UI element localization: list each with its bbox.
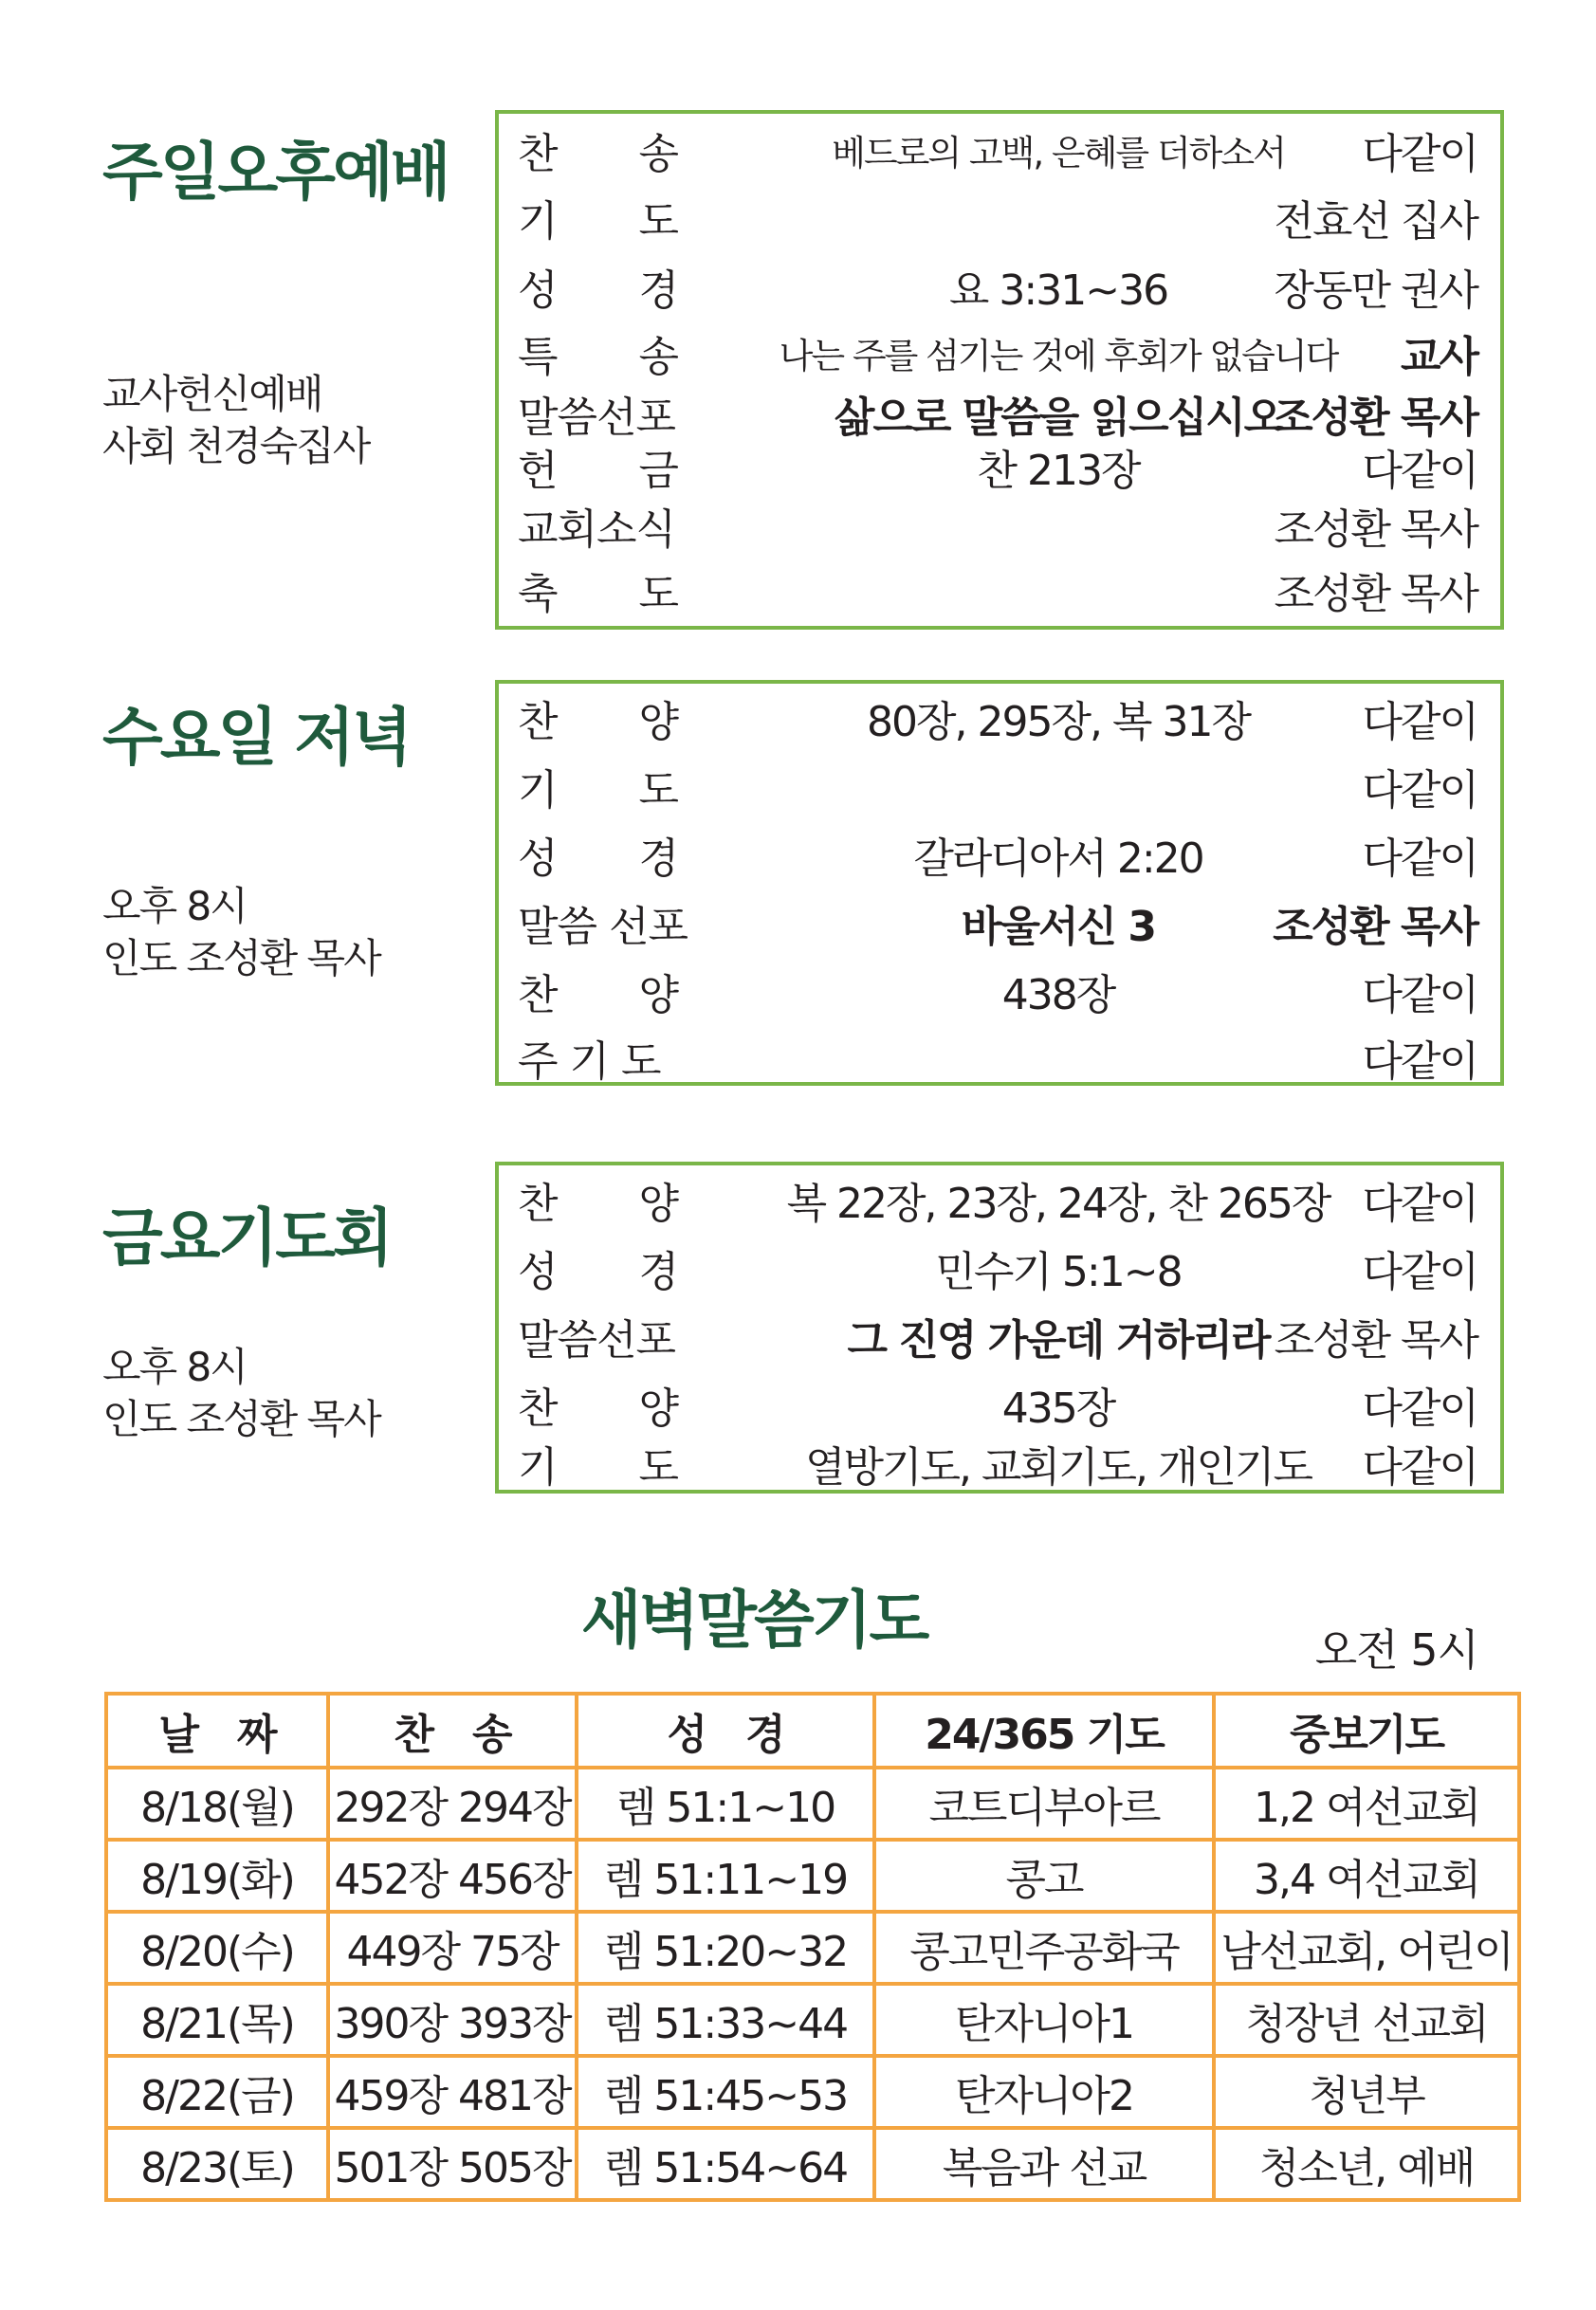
order-label: 찬 양 (518, 1384, 679, 1433)
order-content: 435장 (1001, 1384, 1115, 1433)
wednesday-row (499, 689, 1500, 746)
cell-intercession: 청년부 (1214, 2056, 1519, 2128)
cell-intercession: 1,2 여선교회 (1214, 1768, 1519, 1840)
cell-date: 8/19(화) (106, 1840, 328, 1912)
friday-row (499, 1171, 1500, 1228)
wednesday-row (499, 1029, 1500, 1086)
dawn-prayer-table (104, 1692, 1521, 2202)
header-intercession: 중보기도 (1214, 1694, 1519, 1768)
friday-prayer-info (102, 1341, 380, 1445)
cell-prayer-nation: 콩고민주공화국 (874, 1912, 1214, 1984)
order-label: 말씀선포 (518, 394, 676, 442)
order-label: 성 경 (518, 266, 679, 315)
sunday-worship-info (102, 368, 369, 472)
table-row (106, 1768, 1519, 1840)
sunday-row (499, 121, 1500, 178)
order-person: 조성환 목사 (1273, 394, 1477, 442)
cell-prayer-nation: 탄자니아2 (874, 2056, 1214, 2128)
sunday-row (499, 385, 1500, 442)
order-content: 바울서신 3 (962, 903, 1155, 951)
order-content: 베드로의 고백, 은혜를 더하소서 (832, 133, 1285, 174)
order-person: 다같이 (1362, 1384, 1477, 1433)
cell-hymn: 390장 393장 (328, 1984, 577, 2056)
order-person: 장동만 권사 (1274, 266, 1477, 315)
cell-intercession: 청소년, 예배 (1214, 2128, 1519, 2200)
friday-prayer-time: 오후 8시 (102, 1344, 247, 1390)
order-label: 말씀 선포 (518, 903, 688, 951)
header-prayer-nation: 24/365 기도 (874, 1694, 1214, 1768)
friday-order-box (495, 1162, 1504, 1494)
order-person: 다같이 (1362, 1443, 1477, 1492)
order-label: 찬 양 (518, 698, 679, 746)
table-row (106, 2128, 1519, 2200)
dawn-prayer-time: 오전 5시 (1314, 1624, 1478, 1676)
cell-hymn: 449장 75장 (328, 1912, 577, 1984)
wednesday-row (499, 894, 1500, 951)
order-label: 성 경 (518, 834, 679, 883)
sunday-row (499, 324, 1500, 381)
order-content: 민수기 5:1~8 (935, 1248, 1182, 1296)
table-row (106, 1912, 1519, 1984)
friday-row (499, 1239, 1500, 1296)
cell-date: 8/23(토) (106, 2128, 328, 2200)
cell-scripture: 렘 51:11~19 (577, 1840, 874, 1912)
friday-row (499, 1376, 1500, 1433)
sunday-order-box (495, 110, 1504, 630)
friday-row (499, 1308, 1500, 1365)
header-scripture: 성 경 (577, 1694, 874, 1768)
friday-row (499, 1435, 1500, 1492)
order-label: 찬 양 (518, 1180, 679, 1228)
cell-scripture: 렘 51:33~44 (577, 1984, 874, 2056)
friday-prayer-leader: 인도 조성환 목사 (102, 1396, 380, 1442)
order-person: 다같이 (1362, 1037, 1477, 1086)
wednesday-row (499, 758, 1500, 815)
table-header-row (106, 1694, 1519, 1768)
order-label: 찬 양 (518, 971, 679, 1019)
order-person: 조성환 목사 (1274, 1316, 1477, 1365)
order-person: 다같이 (1362, 971, 1477, 1019)
sunday-row (499, 497, 1500, 554)
sunday-row (499, 189, 1500, 246)
header-hymn: 찬 송 (328, 1694, 577, 1768)
order-content: 나는 주를 섬기는 것에 후회가 없습니다 (779, 336, 1338, 376)
order-person: 다같이 (1362, 766, 1477, 815)
cell-prayer-nation: 콩고 (874, 1840, 1214, 1912)
order-person: 조성환 목사 (1274, 505, 1477, 554)
wednesday-row (499, 962, 1500, 1019)
cell-intercession: 청장년 선교회 (1214, 1984, 1519, 2056)
order-label: 성 경 (518, 1248, 679, 1296)
cell-hymn: 292장 294장 (328, 1768, 577, 1840)
order-person: 다같이 (1362, 698, 1477, 746)
wednesday-service-time: 오후 8시 (102, 883, 247, 929)
order-label: 기 도 (518, 197, 679, 246)
cell-scripture: 렘 51:20~32 (577, 1912, 874, 1984)
order-person: 다같이 (1362, 834, 1477, 883)
cell-date: 8/20(수) (106, 1912, 328, 1984)
order-person: 다같이 (1362, 1248, 1477, 1296)
order-content: 요 3:31~36 (948, 266, 1168, 315)
order-label: 기 도 (518, 766, 679, 815)
order-content: 갈라디아서 2:20 (913, 834, 1203, 883)
cell-date: 8/18(월) (106, 1768, 328, 1840)
order-label: 교회소식 (518, 505, 676, 554)
order-label: 기 도 (518, 1443, 679, 1492)
wednesday-service-leader: 인도 조성환 목사 (102, 935, 380, 981)
sunday-row (499, 258, 1500, 315)
header-date: 날 짜 (106, 1694, 328, 1768)
order-person: 다같이 (1362, 447, 1477, 495)
order-person: 전효선 집사 (1274, 197, 1477, 246)
wednesday-service-info (102, 880, 380, 984)
dawn-prayer-title: 새벽말씀기도 (580, 1584, 927, 1657)
wednesday-order-box (495, 680, 1504, 1086)
order-label: 말씀선포 (518, 1316, 676, 1365)
order-label: 주 기 도 (518, 1037, 661, 1086)
order-label: 찬 송 (518, 130, 679, 178)
sunday-worship-title: 주일오후예배 (102, 136, 449, 209)
table-row (106, 1984, 1519, 2056)
order-content: 438장 (1001, 971, 1115, 1019)
sunday-worship-leader: 사회 천경숙집사 (102, 423, 370, 469)
order-label: 축 도 (518, 570, 679, 618)
order-person: 교사 (1400, 333, 1477, 381)
cell-intercession: 3,4 여선교회 (1214, 1840, 1519, 1912)
sunday-row (499, 438, 1500, 495)
order-content: 찬 213장 (977, 447, 1140, 495)
cell-date: 8/22(금) (106, 2056, 328, 2128)
cell-scripture: 렘 51:1~10 (577, 1768, 874, 1840)
cell-prayer-nation: 탄자니아1 (874, 1984, 1214, 2056)
order-content: 삶으로 말씀을 읽으십시오 (834, 394, 1283, 442)
order-person: 조성환 목사 (1274, 570, 1477, 618)
order-person: 조성환 목사 (1273, 903, 1477, 951)
sunday-worship-theme: 교사헌신예배 (102, 371, 322, 417)
cell-date: 8/21(목) (106, 1984, 328, 2056)
order-content: 복 22장, 23장, 24장, 찬 265장 (786, 1180, 1330, 1228)
cell-hymn: 459장 481장 (328, 2056, 577, 2128)
cell-scripture: 렘 51:45~53 (577, 2056, 874, 2128)
table-row (106, 1840, 1519, 1912)
order-person: 다같이 (1362, 130, 1477, 178)
order-content: 그 진영 가운데 거하리라 (847, 1316, 1270, 1365)
order-label: 헌 금 (518, 447, 679, 495)
cell-intercession: 남선교회, 어린이 (1214, 1912, 1519, 1984)
cell-prayer-nation: 코트디부아르 (874, 1768, 1214, 1840)
wednesday-service-title: 수요일 저녁 (102, 701, 410, 774)
order-person: 다같이 (1362, 1180, 1477, 1228)
order-content: 열방기도, 교회기도, 개인기도 (805, 1443, 1312, 1492)
order-content: 80장, 295장, 복 31장 (867, 698, 1250, 746)
sunday-row (499, 561, 1500, 618)
order-label: 특 송 (518, 333, 679, 381)
friday-prayer-title: 금요기도회 (102, 1201, 391, 1274)
cell-hymn: 501장 505장 (328, 2128, 577, 2200)
wednesday-row (499, 826, 1500, 883)
cell-scripture: 렘 51:54~64 (577, 2128, 874, 2200)
cell-prayer-nation: 복음과 선교 (874, 2128, 1214, 2200)
table-row (106, 2056, 1519, 2128)
cell-hymn: 452장 456장 (328, 1840, 577, 1912)
